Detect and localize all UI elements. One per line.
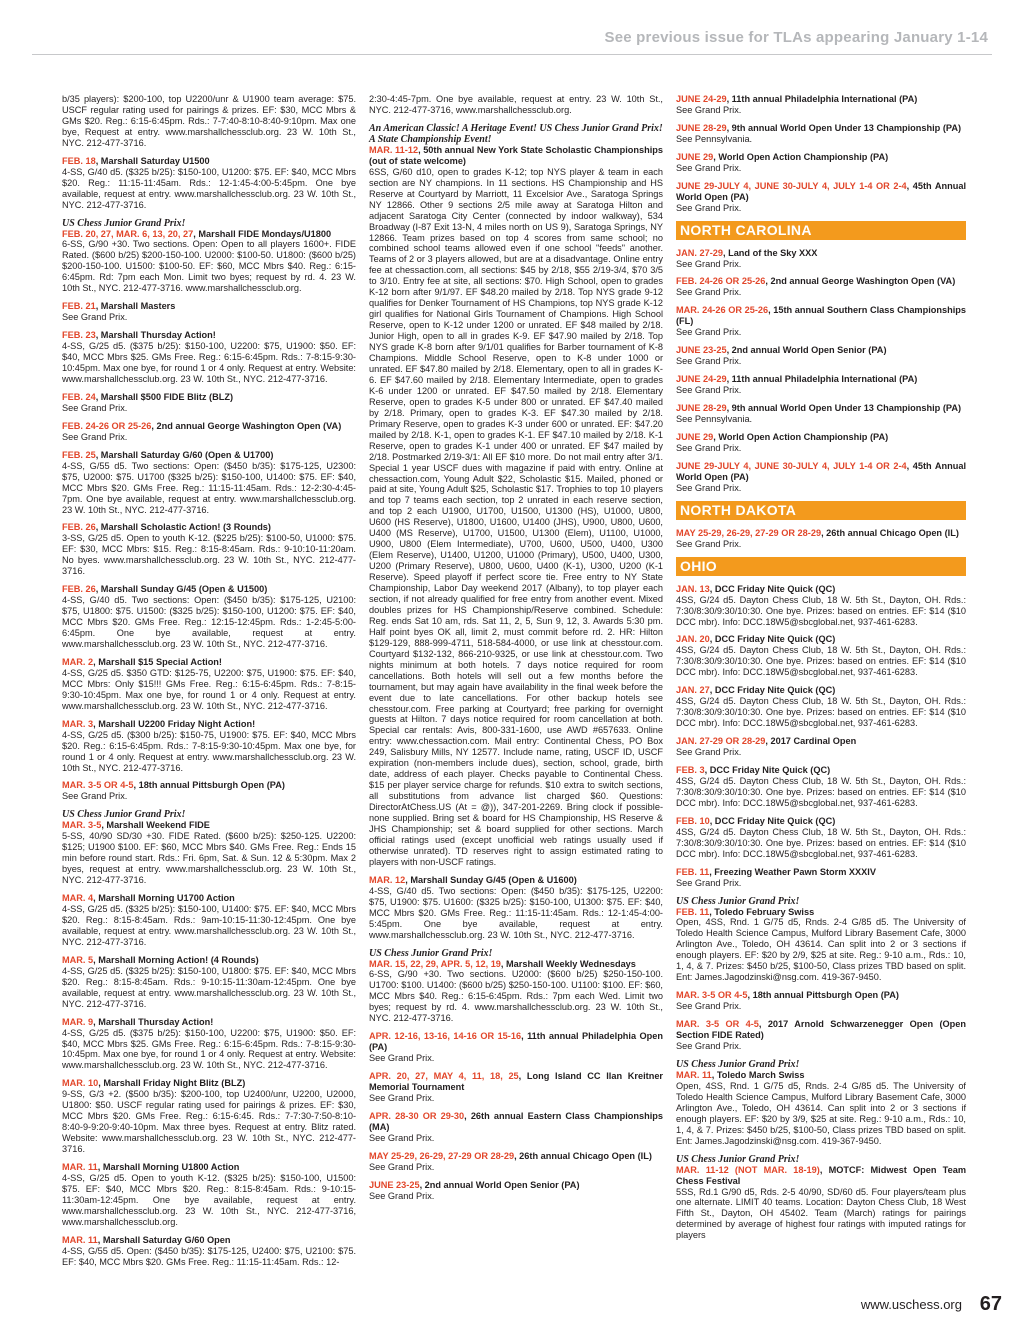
entry-title: , DCC Friday Nite Quick (QC) <box>709 634 836 645</box>
tla-entry <box>676 461 966 494</box>
entry-date: MAR. 11-12 (NOT MAR. 18-19) <box>676 1164 820 1175</box>
tla-entry <box>369 123 663 868</box>
tla-entry <box>62 1235 356 1268</box>
entry-title: , 2nd annual World Open Senior (PA) <box>726 345 887 356</box>
tla-entry <box>369 1071 663 1104</box>
tla-entry <box>676 94 966 116</box>
entry-kicker: US Chess Junior Grand Prix! <box>369 947 493 959</box>
entry-title: , DCC Friday Nite Quick (QC) <box>709 583 836 594</box>
tla-entry <box>369 1111 663 1144</box>
tla-entry <box>676 403 966 425</box>
entry-body: See Grand Prix. <box>676 356 742 367</box>
entry-body: 4-SS, G/55 d5. Two sections: Open: ($450 b/35): $175-125, U2300: $75, U2000: $75. U1700 ($325 b/25): $150-100, U1400: $75. EF: $40, MCC Mbrs $20. GMs Free. Reg.: 11:15-11:45am. Rds.: 12-2:30-4:45-7pm. One bye available, request at entry. www.marshallchessclub.org. 23 W. 10th St., NYC. 212-477-3716. <box>62 460 356 515</box>
entry-body: See Grand Prix. <box>676 1041 742 1051</box>
entry-date: FEB. 10 <box>676 815 710 826</box>
entry-body: See Grand Prix. <box>369 1093 435 1104</box>
tla-entry <box>62 392 356 414</box>
entry-date: MAR. 5 <box>62 954 94 965</box>
state-heading: NORTH DAKOTA <box>676 501 966 520</box>
tla-entry <box>62 1162 356 1228</box>
entry-date: MAR. 3-5 OR 4-5 <box>62 780 134 791</box>
entry-body: See Grand Prix. <box>62 791 128 802</box>
tla-entry <box>676 374 966 396</box>
entry-title: , 9th annual World Open Under 13 Championship (PA) <box>726 122 962 133</box>
entry-title: , 2017 Cardinal Open <box>765 736 857 747</box>
entry-date: FEB. 18 <box>62 155 96 166</box>
entry-date: FEB. 11 <box>676 866 710 877</box>
tla-entry <box>62 94 356 149</box>
entry-kicker: An American Classic! A Heritage Event! US Chess Junior Grand Prix! A State Championship Event! <box>369 122 663 145</box>
entry-title: , DCC Friday Nite Quick (QC) <box>709 685 836 696</box>
entry-date: MAR. 10 <box>62 1078 99 1089</box>
entry-body: See Pennsylvania. <box>676 133 753 144</box>
entry-date: JUNE 24-29 <box>676 94 727 104</box>
entry-title: , Marshall Thursday Action! <box>93 1016 214 1027</box>
entry-date: JAN. 20 <box>676 634 710 645</box>
entry-title: , MOTCF: Midwest Open Team Chess Festival <box>676 1164 966 1186</box>
entry-body: See Grand Prix. <box>369 1132 435 1143</box>
state-heading: OHIO <box>676 557 966 576</box>
entry-date: JUNE 28-29 <box>676 122 727 133</box>
entry-body: See Grand Prix. <box>676 1001 742 1012</box>
tla-entry <box>369 1031 663 1064</box>
entry-title: , Marshall Sunday G/45 (Open & U1500) <box>95 584 268 595</box>
entry-date: JUNE 29-JULY 4, JUNE 30-JULY 4, JULY 1-4 OR 2-4 <box>676 180 907 191</box>
entry-body: See Grand Prix. <box>676 442 742 453</box>
tla-entry <box>676 528 966 550</box>
entry-body: 2:30-4:45-7pm. One bye available, request at entry. 23 W. 10th St., NYC. 212-477-3716, www.marshallchessclub.org. <box>369 94 663 115</box>
tla-entry <box>676 867 966 889</box>
tla-entry <box>676 276 966 298</box>
entry-body: See Grand Prix. <box>676 202 742 213</box>
entry-title: , Land of the Sky XXX <box>722 247 818 258</box>
entry-date: MAR. 3-5 OR 4-5 <box>676 990 748 1001</box>
entry-title: , 2nd annual George Washington Open (VA) <box>151 420 342 431</box>
entry-body: See Grand Prix. <box>676 385 742 396</box>
entry-kicker: US Chess Junior Grand Prix! <box>676 895 800 907</box>
state-heading: NORTH CAROLINA <box>676 221 966 240</box>
entry-body: 4-SS, G/25 d5. Open to youth K-12. ($325 b/25): $150-100, U1500: $75. EF: $40, MCC Mbrs $20. Reg.: 8:15-8:45am. Rds.: 9-10:15-11:30am-12:45pm. One bye available, request at entry. www.marshallchessclub.org. 23 W. 10th St., NYC. 212-477-3716, www.marshallchessclub.org. <box>62 1173 356 1227</box>
entry-body: See Grand Prix. <box>676 877 742 888</box>
tla-entry <box>62 584 356 650</box>
entry-body: 4SS, G/24 d5. Dayton Chess Club, 18 W. 5th St., Dayton, OH. Rds.: 7:30/8:30/9:30/10:30. One bye. Prizes: based on entries. EF: $14 ($10 DCC mbr). Info: DCC.18W5@sbcglobal.net, 937-461-6283. <box>676 645 966 678</box>
entry-body: 4SS, G/24 d5. Dayton Chess Club, 18 W. 5th St., Dayton, OH. Rds.: 7:30/8:30/9:30/10:30. One bye. Prizes: based on entries. EF: $14 ($10 DCC mbr). Info: DCC.18W5@sbcglobal.net, 937-461-6283. <box>676 696 966 729</box>
entry-title: , World Open Action Championship (PA) <box>713 431 889 442</box>
entry-title: , Marshall $500 FIDE Blitz (BLZ) <box>95 391 234 402</box>
column-2 <box>369 94 663 1209</box>
entry-body: See Grand Prix. <box>676 747 742 758</box>
tla-entry <box>676 248 966 270</box>
entry-date: FEB. 23 <box>62 330 96 341</box>
entry-date: JUNE 29 <box>676 151 714 162</box>
entry-title: , Marshall Saturday G/60 Open <box>97 1234 231 1245</box>
entry-title: , 2nd annual World Open Senior (PA) <box>419 1179 580 1190</box>
entry-date: APR. 20, 27, MAY 4, 11, 18, 25 <box>369 1071 519 1082</box>
entry-title: , 18th annual Pittsburgh Open (PA) <box>133 780 285 791</box>
entry-body: See Grand Prix. <box>369 1053 435 1064</box>
entry-title: , 26th annual Chicago Open (IL) <box>821 527 959 538</box>
entry-body: See Grand Prix. <box>676 104 742 115</box>
tla-entry <box>676 736 966 758</box>
entry-title: , Marshall U2200 Friday Night Action! <box>93 718 256 729</box>
entry-title: , Marshall Weekly Wednesdays <box>500 958 636 969</box>
entry-title: , DCC Friday Nite Quick (QC) <box>704 764 831 775</box>
entry-body: 5-SS, 40/90 SD/30 +30. FIDE Rated. ($600 b/25): $250-125. U2200: $125; U1900 $100. EF: $60, MCC Mbrs $40. GMs Free. Reg.: Ends 15 min before round start. Rds.: Fri. 6pm, Sat. & Sun. 12 & 5:30pm. Max 2 byes, request at entry. www.marshallchessclub.org. 23 W. 10th St., NYC. 212-477-3716. <box>62 831 356 886</box>
entry-date: JAN. 27-29 <box>676 247 723 258</box>
entry-title: , 11th annual Philadelphia International (PA) <box>726 374 918 385</box>
entry-date: MAR. 12 <box>369 874 406 885</box>
entry-title: , 45th Annual World Open (PA) <box>676 460 966 482</box>
entry-title: , Marshall Saturday G/60 (Open & U1700) <box>95 449 274 460</box>
tla-entry <box>369 1151 663 1173</box>
entry-date: JAN. 27-29 OR 28-29 <box>676 736 766 747</box>
tla-entry <box>369 94 663 116</box>
entry-title: , Marshall $15 Special Action! <box>93 656 222 667</box>
tla-entry <box>62 1078 356 1155</box>
header-note: See previous issue for TLAs appearing January 1-14 <box>604 29 988 46</box>
entry-title: , Toledo March Swiss <box>711 1069 805 1080</box>
entry-date: JUNE 29-JULY 4, JUNE 30-JULY 4, JULY 1-4 OR 2-4 <box>676 460 907 471</box>
entry-body: See Grand Prix. <box>676 287 742 298</box>
entry-date: MAR. 11-12 <box>369 144 419 155</box>
entry-body: 4SS, G/24 d5. Dayton Chess Club, 18 W. 5th St., Dayton, OH. Rds.: 7:30/8:30/9:30/10:30. One bye. Prizes: based on entries. EF: $14 ($10 DCC mbr). Info: DCC.18W5@sbcglobal.net, 937-461-6283. <box>676 594 966 627</box>
entry-date: FEB. 26 <box>62 584 96 595</box>
entry-body: 4-SS, G/40 d5. ($325 b/25): $150-100, U1200: $75. EF: $40, MCC Mbrs $20. Reg.: 11:15-11:45am. Rds.: 12-1:45-4:00-5:45pm. One bye available, request at entry. www.marshallchessclub.org. 23 W. 10th St., NYC. 212-477-3716. <box>62 166 356 210</box>
entry-date: MAR. 11 <box>676 1069 712 1080</box>
entry-title: , 50th annual New York State Scholastic Championships (out of state welcome) <box>369 144 663 166</box>
entry-date: FEB. 21 <box>62 301 96 312</box>
entry-date: JUNE 23-25 <box>369 1179 420 1190</box>
tla-entry <box>676 181 966 214</box>
entry-body: 3-SS, G/25 d5. Open to youth K-12. ($225 b/25): $100-50, U1000: $75. EF: $30, MCC Mbrs: $15. Reg.: 8:15-8:45am. Rds.: 9-10:10-11:20am. No byes. www.marshallchessclub.org. 23 W. 10th St., NYC. 212-477-3716. <box>62 533 356 577</box>
entry-title: , 18th annual Pittsburgh Open (PA) <box>747 990 899 1001</box>
entry-title: , 11th annual Philadelphia Open (PA) <box>369 1031 664 1053</box>
entry-title: , Marshall Weekend FIDE <box>101 820 210 831</box>
entry-title: , DCC Friday Nite Quick (QC) <box>709 815 836 826</box>
entry-body: See Grand Prix. <box>62 431 128 442</box>
entry-body: See Grand Prix. <box>676 538 742 549</box>
tla-entry <box>676 685 966 729</box>
entry-date: APR. 28-30 OR 29-30 <box>369 1110 465 1121</box>
entry-body: 6SS, G/60 d10, open to grades K-12; top NYS player & team in each section are NY champions. In 11 sections. HS Championship and HS Reserve at Courtyard by Marriott, 11 Excelsior Ave., Saratoga Springs NY 12866. Other 9 sections 2/5 mile away at Saratoga Hilton and adjacent Saratoga City Center (connected by indoor walkway), 534 Broadway (I-87 Exit 13-N, 4 miles north on US 9), Saratoga Springs, NY 12866. Team prizes based on top 4 scores from same school; no combined school teams allowed even if one school "feeds" another. Teams of 2 or 3 players allowed, but are at a disadvantage. Online entry fee at chessaction.com, all sections: $45 by 2/18, $55 2/19-3/4, $70 3/5 to 3/10. Entry fee at site, all sections: $70. High School, open to grades K-12 born after 9/1/97. EF $48.20 mailed by 2/18. Top NYS grade 9-12 qualifies for Denker Tournament of HS Champions, top NYS grade K-12 girl qualifies for National Girls Tournament of Champions. High School Reserve, open to K-12 under 1200 or unrated. EF $48 mailed by 2/18. Junior High, open to all in grades K-9. EF $47.90 mailed by 2/18. Top NYS grade K-8 born after 9/1/01 qualifies for Barber tournament of K-8 Champions. Middle School Reserve, open to K-8 under 1000 or unrated. EF $47.80 mailed by 2/18. Elementary, open to all in grades K-6. EF $47.60 mailed by 2/18. Elementary Intermediate, open to grades K-6 under 1200 or unrated. EF $47.50 mailed by 2/18. Elementary Reserve, open to grades K-5 under 800 or unrated. EF $47.40 mailed by 2/18. Primary, open to grades K-3. EF $47.30 mailed by 2/18. Primary Reserve, open to grades K-3 under 600 or unrated. EF: $47.20 mailed by 2/18. K-1, open to grades K-1. EF $47.10 mailed by 2/18. K-1 Reserve, open to grades K-1 under 400 or unrated. EF $47 mailed by 2/18. Postmarked 2/19-3/1: All EF $10 more. Do not mail entry after 3/1. Special 1 year USCF dues with magazine if paid with entry. Online at chessaction.com, Young Adult $22, Scholastic $15. Mailed, phoned or paid at site, Young Adult $25, Scholastic $17. Trophies to top 10 players and top 7 teams each section, top 2 unrated in each reserve section, and top 2 each U1900, U1700, U1500, U1300 (HS), U1000, U800, U600 (HS Reserve), U1800, U1600, U1400 (JHS), U900, U800, U600, U400 (MS Reserve), U1700, U1500, U1300 (Elem), U1100, U1000, U900, U800 (Elem Intermediate), U700, U600, U500, U400, U300 (Elem Reserve), U1400, U1200, U1000 (Primary), U500, U400, U300, U200 (Primary Reserve), U800, U600, U400 (K-1), U300, U200 (K-1 Reserve). Speed playoff if perfect score tie. Free entry to NY State Championship, Labor Day weekend 2017 (Albany), to top player each section, if not already qualified for free entry from another event. Mixed doubles prizes for HS Championship/Reserve combined. Schedule: Reg. ends Sat 10 am, rds. Sat 11, 2, 5, Sun 9, 12, 3. Awards 5:30 pm. Half point byes OK all, limit 2, must commit before rd. 2. HR: Hilton $129-129, 888-999-4711, 518-584-4000, or use link at chesstour.com. Courtyard $132-132, 866-210-9325, or use link at chesstour.com. Two nights minimum at both hotels. 7 days notice required for room cancellations. Both hotels will sell out a few months before the tournament, but may again have availability in the final week before the event due to late cancellations. For other backup hotels see chesstour.com. Free parking at Courtyard; free parking for overnight guests at Hilton. 7 days notice required for room cancellation at both. Special car rentals: Avis, 800-331-1600, use AWD #657633. Online entry: www.chessaction.com. Mail entry: Continental Chess, PO Box 249, Salisbury Mills, NY 12577. Include name, rating, USCF ID, USCF expiration (non-members include dues), section, school, grade, birth date, address of each player. Checks payable to Continental Chess. $15 per player service charge for refunds. $10 extra to switch sections, all substitutions from advance list charged $60. Questions: DirectorAtChess.US (At = @)), 347-201-2269. Bring clock if possible- none supplied. Bring set & board for HS Championship, HS Reserve & JHS Championship; set & board supplied for other sections. March official ratings used (except unofficial web ratings usually used if otherwise unrated). TD reserves right to assign estimated rating to players with non-USCF ratings. <box>369 166 663 867</box>
entry-date: MAR. 24-26 OR 25-26 <box>676 305 769 316</box>
entry-date: FEB. 26 <box>62 522 96 533</box>
tla-entry <box>676 584 966 628</box>
entry-date: FEB. 24-26 OR 25-26 <box>62 420 152 431</box>
entry-date: MAR. 3-5 OR 4-5 <box>676 1019 759 1030</box>
entry-body: 4-SS, G/25 d5. ($325 b/25): $150-100, U1400: $75. EF: $40, MCC Mbrs $20. Reg.: 8:15-8:45am. Rds.: 9am-10:15-11:30-12:45pm. One bye available, request at entry. www.marshallchessclub.org. 23 W. 10th St., NYC. 212-477-3716. <box>62 904 356 947</box>
entry-date: APR. 12-16, 13-16, 14-16 OR 15-16 <box>369 1031 522 1042</box>
entry-date: FEB. 24 <box>62 391 96 402</box>
entry-body: See Grand Prix. <box>676 327 742 338</box>
entry-body: 4-SS, G/40 d5. Two sections: Open: ($450 b/35): $175-125, U2100: $75, U1800: $75. U1500: ($325 b/25): $150-100, U1200: $75. EF: $40, MCC Mbrs $20. GMs Free. Reg.: 12:15-12:45pm. Rds.: 1-2:45-5:00-6:45pm. One bye available, request at entry. www.marshallchessclub.org. 23 W. 10th St., NYC. 212-477-3716. <box>62 595 356 649</box>
entry-title: , Marshall Thursday Action! <box>95 330 216 341</box>
entry-date: MAY 25-29, 26-29, 27-29 OR 28-29 <box>369 1150 515 1161</box>
entry-body: See Grand Prix. <box>62 312 128 323</box>
tla-entry <box>369 1180 663 1202</box>
entry-title: , Marshall Scholastic Action! (3 Rounds) <box>95 522 271 533</box>
entry-date: FEB. 25 <box>62 449 96 460</box>
tla-entry <box>62 657 356 712</box>
entry-body: Open, 4SS, Rnd. 1 G/75 d5, Rnds. 2-4 G/85 d5. The University of Toledo Health Science Campus, Mulford Library Basement Cafe, 3000 Arlington Ave., Toledo, OH 43614. Can split into 2 or 3 sections if enough players. EF: $20 by 3/9, $25 at site. Reg.: 9-10 a.m., Rds.: 10, 1, 4, & 7. Prizes: $450 b/25, $100-50, Class prizes TBD based on split. Ent: James.Jagodzinski@nsg.com. 419-367-9450. <box>676 1080 966 1146</box>
entry-date: JUNE 29 <box>676 431 714 442</box>
entry-body: 5SS, Rd.1 G/90 d5, Rds. 2-5 40/90, SD/60 d5. Four players/team plus one alternate. LIMIT 40 teams. Location: Dayton Chess Club, 18 West Fifth St., Dayton, OH 45402. Team (March) ratings for pairings determined by average of highest four ratings with imputed ratings for players <box>676 1186 966 1241</box>
entry-date: FEB. 24-26 OR 25-26 <box>676 276 766 287</box>
tla-entry <box>62 218 356 295</box>
entry-title: , Marshall FIDE Mondays/U1800 <box>193 228 332 239</box>
tla-entry <box>62 780 356 802</box>
entry-title: , Marshall Morning U1700 Action <box>93 893 235 904</box>
tla-entry <box>62 1017 356 1072</box>
entry-date: MAR. 3-5 <box>62 820 102 831</box>
entry-body: See Grand Prix. <box>676 482 742 493</box>
entry-date: MAR. 3 <box>62 718 94 729</box>
tla-entry <box>62 719 356 774</box>
entry-title: , Freezing Weather Pawn Storm XXXIV <box>709 866 876 877</box>
tla-entry <box>676 123 966 145</box>
entry-body: 6-SS, G/90 +30. Two sections. U2000: ($600 b/25) $250-150-100. U1700: $100. U1400: ($600 b/25) $250-150-100. U1100: $100. EF: $60, MCC Mbrs $40. Reg.: 6:15-6:45pm. Rds.: 7pm each Wed. Limit two byes; request by rd. 4. www.marshallchessclub.org. 23 W. 10th St., NYC. 212-477-3716. <box>369 969 663 1024</box>
entry-body: See Grand Prix. <box>676 258 742 269</box>
entry-title: , Toledo February Swiss <box>709 906 815 917</box>
entry-body: See Grand Prix. <box>62 402 128 413</box>
entry-body: See Grand Prix. <box>676 162 742 173</box>
entry-title: , Marshall Masters <box>95 301 176 312</box>
entry-date: FEB. 20, 27, MAR. 6, 13, 20, 27 <box>62 228 194 239</box>
tla-entry <box>62 421 356 443</box>
entry-title: , 2nd annual George Washington Open (VA) <box>765 276 956 287</box>
entry-kicker: US Chess Junior Grand Prix! <box>62 809 186 821</box>
entry-title: , 15th annual Southern Class Championships (FL) <box>676 305 966 327</box>
entry-title: , 45th Annual World Open (PA) <box>676 180 966 202</box>
entry-title: , 11th annual Philadelphia International (PA) <box>726 94 918 104</box>
tla-entry <box>676 896 966 984</box>
tla-entry <box>676 990 966 1012</box>
entry-title: , World Open Action Championship (PA) <box>713 151 889 162</box>
entry-date: FEB. 11 <box>676 906 710 917</box>
tla-entry <box>62 450 356 516</box>
entry-date: JUNE 28-29 <box>676 403 727 414</box>
entry-body: b/35 players): $200-100, top U2200/unr & U1900 team average: $75. USCF regular rating used for pairings & prizes. EF: $30, MCC Mbrs & GMs $20. Reg.: 6:15-6:45pm. Rds.: 7-7:40-8:10-8:40-9:10pm. Max one bye, Request at entry. www.marshallchessclub.org. 23 W. 10th St., NYC. 212-477-3716. <box>62 94 356 148</box>
entry-body: 4-SS, G/25 d5. ($375 b/25): $150-100, U2200: $75, U1900: $50. EF: $40, MCC Mbrs $25. GMs Free. Reg.: 6:15-6:45pm. Rds.: 7-8:15-9:30-10:45pm. Max one bye, for round 1 or 4 only. Request at entry. Website: www.marshallchessclub.org. 23 W. 10th St., NYC. 212-477-3716. <box>62 1027 356 1071</box>
tla-entry <box>62 301 356 323</box>
tla-entry <box>676 305 966 338</box>
entry-body: See Grand Prix. <box>369 1190 435 1201</box>
column-3 <box>676 94 966 1248</box>
tla-entry <box>676 1154 966 1242</box>
entry-body: 4-SS, G/25 d5. $350 GTD: $125-75, U2200: $75, U1900: $75. EF: $40, MCC Mbrs: Only $15!!! GMs Free. Reg.: 6:15-6:45pm. Rds.: 7-8:15-9:30-10:45pm. Max one bye, for round 1 or 4 only. Request at entry. www.marshallchessclub.org. 23 W. 10th St., NYC. 212-477-3716. <box>62 667 356 711</box>
entry-body: 4-SS, G/25 d5. ($300 b/25): $150-75, U1900: $75. EF: $40, MCC Mbrs $20. Reg.: 6:15-6:45pm. Rds.: 7-8:15-9:30-10:45pm. Max one bye, for round 1 or 4 only. Request at entry. www.marshallchessclub.org. 23 W. 10th St., NYC. 212-477-3716. <box>62 729 356 773</box>
entry-body: 4-SS, G/40 d5. Two sections: Open: ($450 b/35): $175-125, U2200: $75, U1900: $75. U1600: ($325 b/25): $150-100, U1300: $75. EF: $40, MCC Mbrs $20. GMs Free. Reg.: 11:15-11:45am. Rds.: 12-1:45-4:00-5:45pm. One bye available, request at entry. www.marshallchessclub.org. 23 W. 10th St., NYC. 212-477-3716. <box>369 885 663 940</box>
tla-entry <box>369 875 663 941</box>
entry-body: 4-SS, G/55 d5. Open: ($450 b/35): $175-125, U2400: $75, U2100: $75. EF: $40, MCC Mbrs $20. GMs Free. Reg.: 11:15-11:45am. Rds.: 12- <box>62 1245 356 1267</box>
entry-date: JUNE 24-29 <box>676 374 727 385</box>
entry-date: MAR. 2 <box>62 656 94 667</box>
entry-body: 4-SS, G/25 d5. ($375 b/25): $150-100, U2200: $75, U1900: $50. EF: $40, MCC Mbrs $25. GMs Free. Reg.: 6:15-6:45pm. Rds.: 7-8:15-9:30-10:45pm. Max one bye, for round 1 or 4 only. Request at entry. Website: www.marshallchessclub.org. 23 W. 10th St., NYC. 212-477-3716. <box>62 341 356 384</box>
entry-date: FEB. 3 <box>676 764 705 775</box>
tla-entry <box>62 330 356 385</box>
entry-body: Open, 4SS, Rnd. 1 G/75 d5, Rnds. 2-4 G/85 d5. The University of Toledo Health Science Campus, Mulford Library Basement Cafe, 3000 Arlington Ave., Toledo, OH 43614. Can split into 2 or 3 sections if enough players. EF: $20 by 2/9, $25 at site. Reg.: 9-10 a.m., Rds.: 10, 1, 4, & 7. Prizes: $450 b/25, $100-50, Class prizes TBD based on split. Ent: James.Jagodzinski@nsg.com. 419-367-9450. <box>676 917 966 983</box>
entry-date: JUNE 23-25 <box>676 345 727 356</box>
entry-date: MAR. 4 <box>62 893 94 904</box>
entry-title: , Marshall Morning Action! (4 Rounds) <box>93 954 259 965</box>
entry-body: 4SS, G/24 d5. Dayton Chess Club, 18 W. 5th St., Dayton, OH. Rds.: 7:30/8:30/9:30/10:30. One bye. Prizes: based on entries. EF: $14 ($10 DCC mbr). Info: DCC.18W5@sbcglobal.net, 937-461-6283. <box>676 826 966 859</box>
column-1 <box>62 94 356 1275</box>
entry-kicker: US Chess Junior Grand Prix! <box>62 217 186 229</box>
tla-entry <box>369 948 663 1025</box>
entry-title: , Marshall Saturday U1500 <box>95 155 210 166</box>
tla-entry <box>676 1059 966 1147</box>
entry-kicker: US Chess Junior Grand Prix! <box>676 1058 800 1070</box>
tla-entry <box>676 345 966 367</box>
entry-date: MAY 25-29, 26-29, 27-29 OR 28-29 <box>676 527 822 538</box>
header-rule <box>32 54 992 55</box>
entry-body: 4SS, G/24 d5. Dayton Chess Club, 18 W. 5th St., Dayton, OH. Rds.: 7:30/8:30/9:30/10:30. One bye. Prizes: based on entries. EF: $14 ($10 DCC mbr). Info: DCC.18W5@sbcglobal.net, 937-461-6283. <box>676 775 966 808</box>
entry-title: , Marshall Sunday G/45 (Open & U1600) <box>405 874 577 885</box>
tla-entry <box>676 432 966 454</box>
entry-title: , Long Island CC Ilan Kreitner Memorial Tournament <box>369 1071 664 1093</box>
tla-entry <box>62 893 356 948</box>
entry-title: , 26th annual Eastern Class Championships (MA) <box>369 1110 663 1132</box>
entry-title: , 9th annual World Open Under 13 Championship (PA) <box>726 403 962 414</box>
entry-body: 9-SS, G/3 +2. ($500 b/35): $200-100, top U2400/unr, U2200, U2000, U1800: $50. USCF regular rating used for pairings & prizes. EF: $30, MCC Mbrs $20. GMs Free. Reg.: 6:15-6:45. Rds.: 7-7:30-7:50-8:10-8:40-9-9:20-9:40-10pm. Max three byes. Request at entry. Blitz rated. Website: www.marshallchessclub.org. 23 W. 10th St., NYC. 212-477-3716. <box>62 1089 356 1155</box>
entry-kicker: US Chess Junior Grand Prix! <box>676 1153 800 1165</box>
footer-url[interactable]: www.uschess.org <box>860 1297 962 1312</box>
tla-entry <box>62 955 356 1010</box>
page-number: 67 <box>979 1293 1002 1315</box>
entry-date: JAN. 13 <box>676 583 710 594</box>
tla-entry <box>676 816 966 860</box>
entry-title: , Marshall Friday Night Blitz (BLZ) <box>98 1078 246 1089</box>
tla-entry <box>62 522 356 577</box>
tla-entry <box>62 809 356 886</box>
entry-body: 4-SS, G/25 d5. ($325 b/25): $150-100, U1800: $75. EF: $40, MCC Mbrs $20. Reg.: 8:15-8:45am. Rds.: 9-10:15-11:30am-12:45pm. One bye available, request at entry. www.marshallchessclub.org. 23 W. 10th St., NYC. 212-477-3716. <box>62 965 356 1009</box>
entry-date: MAR. 9 <box>62 1016 94 1027</box>
entry-title: , 26th annual Chicago Open (IL) <box>514 1150 652 1161</box>
entry-date: MAR. 15, 22, 29, APR. 5, 12, 19 <box>369 958 501 969</box>
tla-entry <box>676 765 966 809</box>
tla-entry <box>676 152 966 174</box>
entry-body: See Pennsylvania. <box>676 414 753 425</box>
tla-entry <box>62 156 356 211</box>
entry-body: See Grand Prix. <box>369 1161 435 1172</box>
entry-date: MAR. 11 <box>62 1162 98 1173</box>
entry-title: , Marshall Morning U1800 Action <box>97 1162 240 1173</box>
entry-date: MAR. 11 <box>62 1234 98 1245</box>
tla-entry <box>676 1019 966 1052</box>
tla-entry <box>676 634 966 678</box>
entry-body: 6-SS, G/90 +30. Two sections. Open: Open to all players 1600+. FIDE Rated. ($600 b/25) $200-150-100. U2000: $100-50. U1800: ($600 b/25) $200-150-100. U1500: $100-50. EF: $60, MCC Mbrs $40. Reg.: 6:15-6:45pm. Rd: 7pm each Mon. Limit two byes; request by rd. 4. 23 W. 10th St., NYC. 212-477-3716. www.marshallchessclub.org. <box>62 239 356 294</box>
entry-date: JAN. 27 <box>676 685 710 696</box>
entry-title: , 2017 Arnold Schwarzenegger Open (Open Section FIDE Rated) <box>676 1019 966 1041</box>
